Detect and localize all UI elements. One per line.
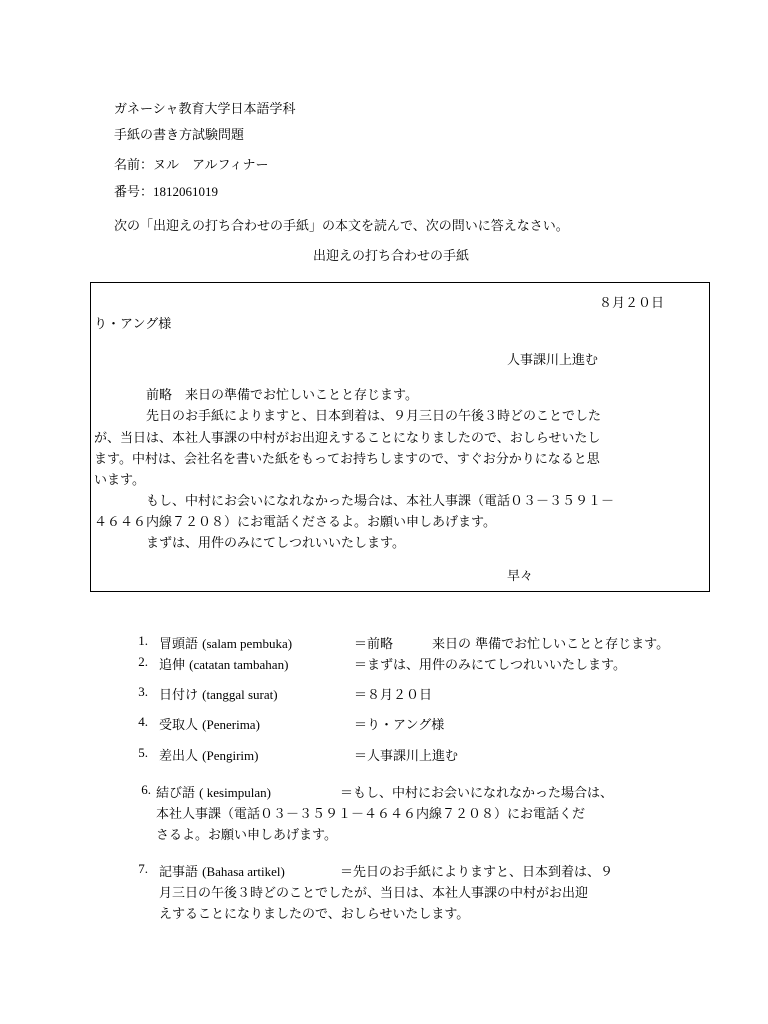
question-answer: ＝人事課川上進む — [354, 749, 459, 764]
number-value: 1812061019 — [153, 184, 219, 199]
question-answer: ＝８月２０日 — [354, 688, 433, 703]
question-answer-continued: えすることになりましたので、おしらせいたします。 — [159, 907, 470, 922]
letter-sender: 人事課川上進む — [507, 353, 599, 368]
letter-line: 前略 来日の準備でお忙しいことと存じます。 — [146, 388, 418, 403]
name-label: 名前： — [114, 158, 154, 173]
question-answer: ＝前略 来日の 準備でお忙しいことと存じます。 — [354, 637, 670, 652]
question-answer: ＝まずは、用件のみにてしつれいいたします。 — [354, 658, 626, 673]
letter-line: 先日のお手紙によりますと、日本到着は、９月三日の午後３時どのことでした — [146, 409, 602, 424]
question-number: 5. — [138, 745, 148, 760]
question-answer-continued: 本社人事課（電話０３－３５９１－４６４６内線７２０８）にお電話くだ — [156, 807, 586, 822]
question-term: 結び語 ( kesimpulan) — [156, 785, 271, 801]
question-answer: ＝り・アング様 — [354, 718, 445, 733]
letter-box — [90, 282, 710, 592]
letter-closing: 早々 — [507, 569, 534, 584]
exam-title: 手紙の書き方試験問題 — [114, 128, 245, 143]
question-term: 受取人 (Penerima) — [159, 717, 260, 733]
number-label: 番号： — [114, 185, 154, 200]
letter-line: が、当日は、本社人事課の中村がお出迎えすることになりましたので、おしらせいたし — [94, 431, 601, 446]
letter-recipient: り・アング様 — [94, 317, 172, 332]
question-answer: ＝先日のお手紙によりますと、日本到着は、９ — [340, 865, 614, 880]
university-title: ガネーシャ教育大学日本語学科 — [114, 102, 296, 117]
question-term: 追伸 (catatan tambahan) — [159, 657, 289, 673]
question-term: 記事語 (Bahasa artikel) — [159, 864, 285, 880]
question-number: 4. — [138, 714, 148, 729]
question-number: 7. — [138, 861, 148, 876]
letter-line: ます。中村は、会社名を書いた紙をもってお持ちしますので、すぐお分かりになると思 — [94, 452, 600, 467]
question-term: 冒頭語 (salam pembuka) — [159, 636, 293, 652]
question-number: 6. — [141, 782, 151, 797]
question-answer-continued: さるよ。お願い申しあげます。 — [156, 828, 337, 843]
question-number: 1. — [138, 633, 148, 648]
letter-date: ８月２０日 — [599, 296, 665, 311]
letter-line: もし、中村にお会いになれなかった場合は、本社人事課（電話０３－３５９１－ — [146, 494, 615, 509]
question-answer-continued: 月三日の午後３時どのことでしたが、当日は、本社人事課の中村がお出迎 — [159, 886, 589, 901]
student-number — [114, 181, 218, 200]
student-name — [114, 154, 268, 173]
question-term: 日付け (tanggal surat) — [159, 687, 278, 703]
question-number: 2. — [138, 654, 148, 669]
letter-line: まずは、用件のみにてしつれいいたします。 — [146, 536, 405, 551]
letter-title: 出迎えの打ち合わせの手紙 — [313, 249, 470, 264]
question-term: 差出人 (Pengirim) — [159, 748, 259, 764]
question-answer: ＝もし、中村にお会いになれなかった場合は、 — [340, 786, 614, 801]
instruction: 次の「出迎えの打ち合わせの手紙」の本文を読んで、次の問いに答えなさい。 — [114, 219, 569, 234]
question-number: 3. — [138, 684, 148, 699]
name-value: ヌル アルフィナー — [153, 158, 269, 173]
letter-line: ４６４６内線７２０８）にお電話くださるよ。お願い申しあげます。 — [94, 515, 496, 530]
letter-line: います。 — [94, 473, 145, 488]
